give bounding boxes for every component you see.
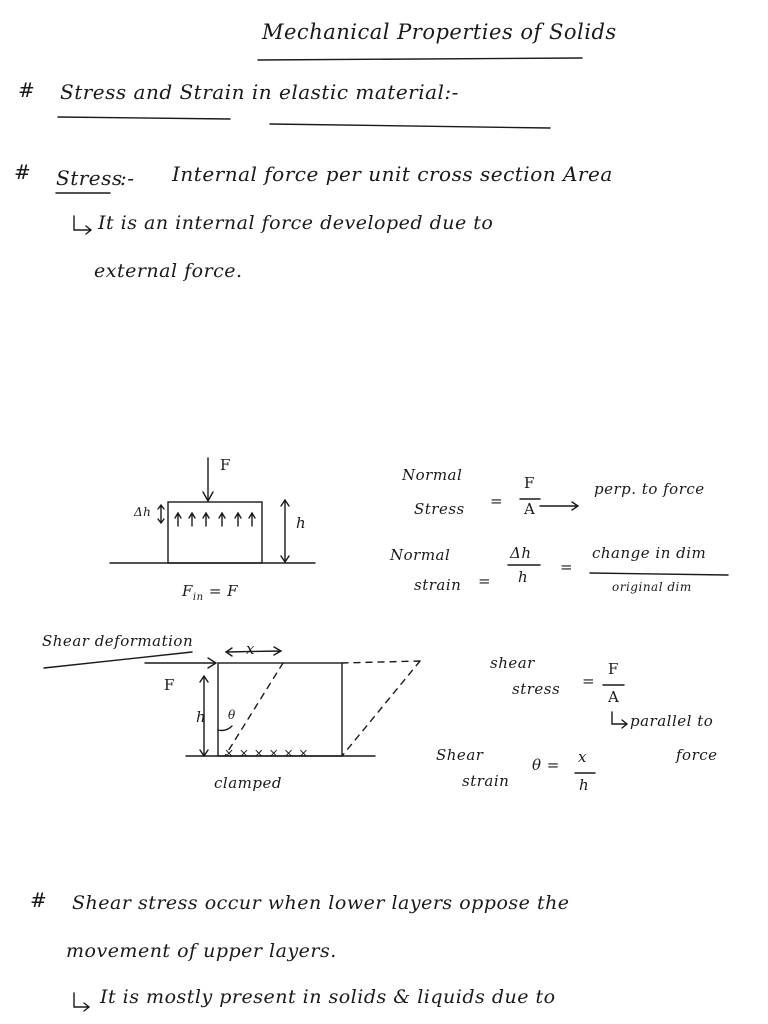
normal-stress-den: A	[524, 500, 536, 518]
stress-separator: :-	[120, 166, 135, 190]
shear-stress-num: F	[608, 660, 619, 678]
change-in-dim: change in dim	[592, 544, 707, 562]
stress-term: Stress	[56, 166, 123, 190]
shear-stress-den: A	[608, 688, 620, 706]
shear-stress-label1: shear	[490, 654, 535, 672]
original-dim: original dim	[612, 580, 692, 594]
internal-arrows	[175, 513, 255, 526]
shear-note-hash: #	[30, 888, 48, 912]
stress-line2: It is an internal force developed due to	[98, 212, 494, 234]
shear-strain-den: h	[579, 776, 590, 794]
dh-arrow	[158, 505, 164, 523]
heading-stress-strain: Stress and Strain in elastic material:-	[60, 80, 459, 104]
normal-force-label: F	[220, 456, 231, 474]
normal-strain-num: Δh	[510, 544, 532, 562]
shear-force-label: F	[164, 676, 175, 694]
hook-arrow-3	[74, 993, 89, 1011]
stress-hash: #	[14, 160, 32, 184]
heading-hash: #	[18, 78, 36, 102]
shear-title-underline	[44, 652, 192, 668]
shear-note-line3: It is mostly present in solids & liquids due to	[100, 986, 556, 1008]
shear-strain-label2: strain	[462, 772, 510, 790]
x-label: x	[246, 640, 255, 658]
parallel-to-note: parallel to	[630, 712, 714, 730]
normal-stress-eq: =	[490, 492, 504, 510]
shear-h-label: h	[196, 708, 207, 726]
block	[168, 502, 262, 563]
h-arrow	[281, 500, 289, 562]
shear-stress-eq: =	[582, 672, 596, 690]
theta-arc	[218, 726, 232, 731]
normal-strain-label1: Normal	[390, 546, 451, 564]
caption-sub: in	[192, 592, 204, 603]
page-title: Mechanical Properties of Solids	[262, 20, 617, 44]
frac-bar-dim	[590, 573, 728, 575]
dh-label: Δh	[134, 505, 152, 519]
normal-stress-label1: Normal	[402, 466, 463, 484]
hook-arrow-2	[612, 712, 627, 728]
shear-note-line1: Shear stress occur when lower layers oppose the	[72, 892, 570, 914]
shear-strain-label1: Shear	[436, 746, 484, 764]
caption-f: F	[182, 582, 193, 600]
clamp-crosses: × × × × × ×	[224, 746, 309, 760]
heading-underline-1	[58, 117, 230, 119]
stress-line3: external force.	[94, 260, 243, 282]
shear-stress-label2: stress	[512, 680, 561, 698]
normal-strain-eq: =	[478, 572, 492, 590]
clamped-label: clamped	[214, 774, 282, 792]
shear-deformation-title: Shear deformation	[42, 632, 194, 650]
h-label: h	[296, 514, 307, 532]
heading-underline-2	[270, 124, 550, 128]
deformed-outline	[225, 661, 420, 756]
normal-strain-label2: strain	[414, 576, 462, 594]
force-note: force	[676, 746, 718, 764]
theta-label: θ	[228, 708, 236, 722]
normal-strain-eq2: =	[560, 558, 574, 576]
normal-stress-note: perp. to force	[594, 480, 705, 498]
perp-arrow	[540, 502, 578, 510]
shear-strain-theta: θ =	[532, 756, 560, 774]
shear-strain-num: x	[578, 748, 587, 766]
hook-arrow-1	[74, 216, 91, 234]
shear-block	[218, 663, 342, 756]
stress-definition: Internal force per unit cross section Area	[172, 162, 613, 186]
title-underline	[258, 58, 582, 60]
normal-caption	[182, 582, 238, 603]
shear-note-line2: movement of upper layers.	[66, 940, 337, 962]
normal-strain-den: h	[518, 568, 529, 586]
caption-eq: = F	[208, 582, 239, 600]
normal-stress-label2: Stress	[414, 500, 465, 518]
normal-stress-num: F	[524, 474, 535, 492]
